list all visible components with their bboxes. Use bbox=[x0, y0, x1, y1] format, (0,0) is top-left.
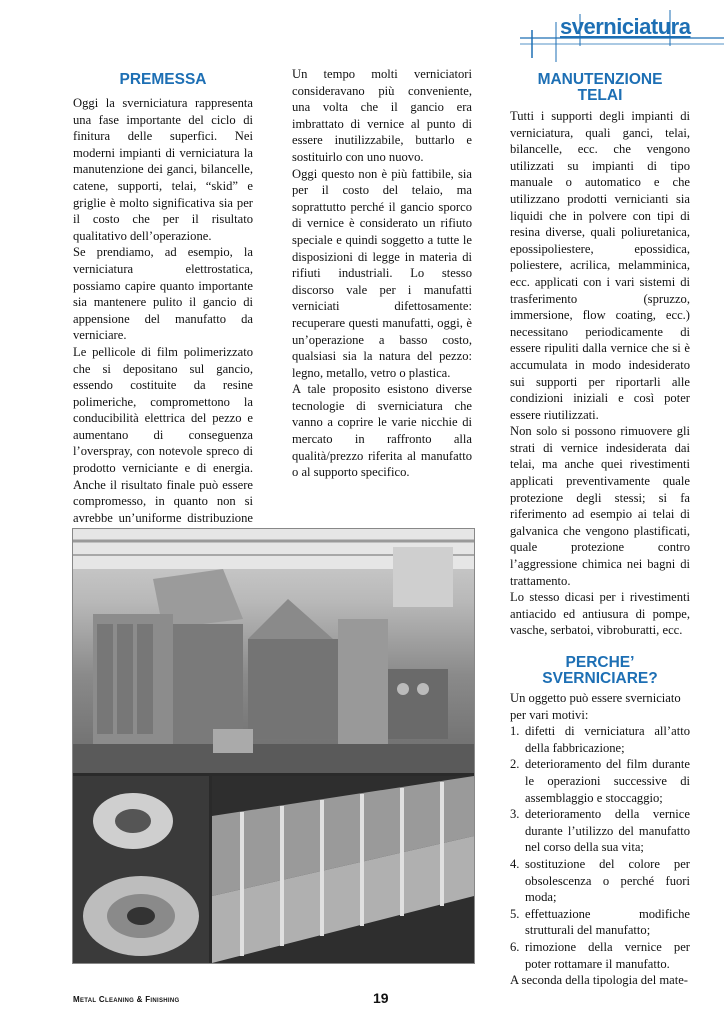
middle-paragraph-2: Oggi questo non è più fattibile, sia per il costo del telaio, ma soprattutto perché il gancio sporco di vernice è considerato un rifiuto speciale e quindi soggetto a tutte le disposizioni di legge in materia di rifiuti industriali. Lo stesso discorso vale per i manufatti verniciati difettosamente: recuperare questi manufatti, oggi, è un’operazione a basso costo, qualsiasi sia la natura del pezzo: legno, metallo, vetro o plastica. bbox=[292, 166, 472, 380]
premessa-paragraph-3: Le pellicole di film polimerizzato che si depositano sul gancio, essendo costituite da resine polimeriche, compromettono la conducibilità elettrica del pezzo e aumentano di conseguenza l’overspray, con notevole spreco di prodotto verniciante e di energia. Anche il risultato finale può essere compromesso, in quanto non si avrebbe un’uniforme distribuzione bbox=[73, 344, 253, 525]
perche-title-line-1: PERCHE’ bbox=[565, 654, 635, 671]
manutenzione-title-line-1: MANUTENZIONE bbox=[537, 71, 663, 88]
photo-stripping-plant bbox=[73, 529, 474, 773]
list-item bbox=[510, 856, 690, 906]
rims-illustration bbox=[73, 776, 209, 963]
photo-collage bbox=[72, 528, 475, 964]
middle-paragraph-3: A tale proposito esistono diverse tecnologie di sverniciatura che vanno a coprire le varie nicchie di mercato in raffronto alla qualità/prezzo riferita al manufatto o al supporto specifico. bbox=[292, 382, 472, 480]
middle-column bbox=[292, 66, 472, 481]
list-item-number: 1. bbox=[510, 724, 520, 739]
list-item-number: 6. bbox=[510, 939, 520, 954]
cylinders-illustration bbox=[212, 776, 474, 963]
list-item-text: sostituzione del colore per obsolescenza o perché fuori moda; bbox=[525, 856, 690, 905]
manutenzione-title bbox=[510, 72, 690, 104]
perche-outro: A seconda della tipologia del mate- bbox=[510, 973, 689, 988]
list-item-text: difetti di verniciatura all’atto della fabbricazione; bbox=[525, 724, 690, 755]
list-item-text: rimozione della vernice per poter rottamare il manufatto. bbox=[525, 939, 690, 971]
list-item bbox=[510, 806, 690, 856]
list-item-text: deterioramento della vernice durante l’utilizzo del manufatto nel corso della sua vita; bbox=[525, 807, 690, 855]
list-item bbox=[510, 723, 690, 756]
premessa-paragraph-2: Se prendiamo, ad esempio, la verniciatura elettrostatica, possiamo capire quanto importante sia mantenere pulito il gancio di appensione del manufatto da verniciare. bbox=[73, 245, 253, 343]
list-item-number: 5. bbox=[510, 906, 520, 921]
premessa-title: PREMESSA bbox=[119, 71, 207, 88]
list-item-number: 3. bbox=[510, 807, 520, 822]
list-item bbox=[510, 906, 690, 939]
list-item-text: effettuazione modifiche strutturali del manufatto; bbox=[525, 906, 690, 938]
perche-title-line-2: SVERNICIARE? bbox=[542, 670, 658, 687]
perche-intro: Un oggetto può essere sverniciato per vari motivi: bbox=[510, 691, 681, 722]
footer-publication: Metal Cleaning & Finishing bbox=[73, 995, 180, 1004]
right-column bbox=[510, 108, 690, 989]
list-item-number: 2. bbox=[510, 757, 520, 772]
plant-illustration bbox=[73, 529, 474, 773]
perche-list bbox=[510, 723, 690, 972]
manutenzione-paragraph-3: Lo stesso dicasi per i rivestimenti antiacido ed antiusura di pompe, vasche, serbatoi, vibroburatti, ecc. bbox=[510, 590, 690, 638]
perche-title bbox=[510, 655, 690, 687]
middle-paragraph-1: Un tempo molti verniciatori consideravano più conveniente, una volta che il gancio era imbrattato di vernice al punto di essere inutilizzabile, buttarlo e sostituirlo con uno nuovo. bbox=[292, 67, 472, 164]
list-item-text: deterioramento del film durante le operazioni successive di assemblaggio e stoccaggio; bbox=[525, 757, 690, 805]
list-item-number: 4. bbox=[510, 856, 520, 871]
manutenzione-paragraph-2: Non solo si possono rimuovere gli strati di vernice indesiderata dai telai, ma anche quei rivestimenti applicati preventivamente quale protezione degli stessi; si fa riferimento ad esempio ai telai di galvanica che vengono plastificati, quale protezione contro l’aggressione chimica nei bagni di trattamento. bbox=[510, 424, 690, 588]
premessa-paragraph-1: Oggi la sverniciatura rappresenta una fase importante del ciclo di finitura delle superfici. Nei moderni impianti di verniciatura la manutenzione dei ganci, bilancelle, catene, supporti, telai, “skid” e griglie è molto significativa sia per il costo che per il risultato qualitativo dell’operazione. bbox=[73, 96, 253, 243]
manutenzione-title-line-2: TELAI bbox=[577, 87, 623, 104]
list-item bbox=[510, 939, 690, 972]
section-title: sverniciatura bbox=[560, 14, 691, 39]
photo-metal-cylinders bbox=[212, 776, 474, 963]
premessa-column bbox=[73, 95, 253, 543]
manutenzione-paragraph-1: Tutti i supporti degli impianti di verniciatura, quali ganci, telai, bilancelle, ecc. che vengono utilizzati su impianti di tipo manuale o automatico e che utilizzano prodotti vernicianti sia liquidi che in polvere con tipi di resina diverse, quali poliuretanica, epossipoliestere, epossidica, poliestere, acrilica, melamminica, ecc. applicati con i vari sistemi di trasferimento (spruzzo, immersione, flow coating, ecc.) necessitano periodicamente di essere ripuliti dalla vernice che si è accumulata in modo indesiderato sui supporti per riportarli alle condizioni iniziali e così poter essere riutilizzati. bbox=[510, 109, 690, 422]
page-number: 19 bbox=[373, 990, 389, 1006]
photo-wheel-rims bbox=[73, 776, 209, 963]
list-item bbox=[510, 756, 690, 806]
header-logo bbox=[520, 0, 724, 62]
